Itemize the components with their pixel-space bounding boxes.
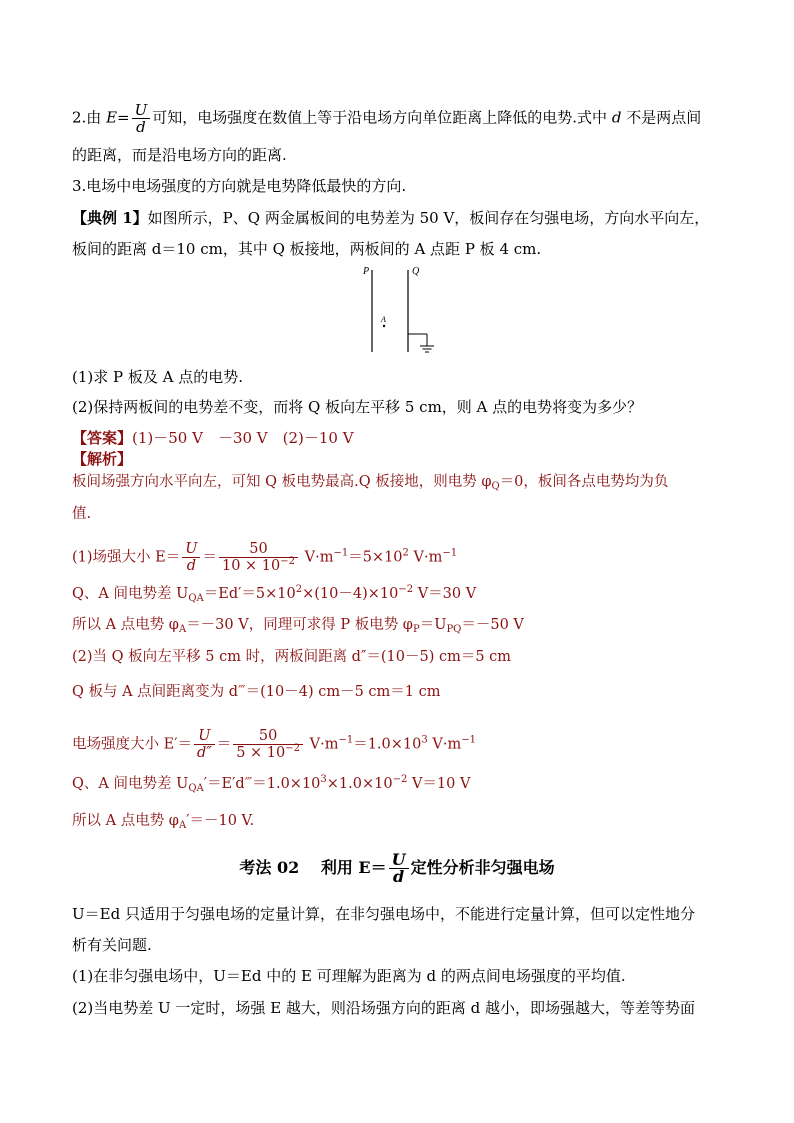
a10-text-a: 所以 A 点电势 φ: [72, 813, 179, 829]
a3-den-1: d: [182, 557, 200, 574]
a8-den-1: d″: [194, 744, 215, 761]
analysis-tag: 【解析】: [72, 450, 133, 468]
a8-text-a: 电场强度大小 E′＝: [72, 736, 192, 753]
a8-text-d: V·m: [427, 736, 462, 753]
paragraph-3: 3.电场中电场强度的方向就是电势降低最快的方向.: [72, 177, 407, 195]
a9-sup-2: −2: [392, 774, 408, 785]
a3-num-1: U: [185, 541, 198, 557]
a8-sup-2: 3: [421, 734, 428, 746]
a3-text-b: V·m: [300, 549, 334, 566]
a8-den-2: [233, 744, 303, 761]
a8-frac-1: [194, 728, 215, 761]
a9-mark: ‴: [244, 776, 253, 792]
a3-den-2-sup: −2: [280, 556, 295, 567]
body-line-2: 析有关问题.: [72, 936, 152, 954]
label-a: A: [381, 315, 386, 324]
analysis-line-7: [72, 682, 441, 702]
a3-den-2-text: 10 × 10: [221, 558, 281, 574]
a8-frac-2: [233, 728, 303, 761]
body-line-1: U＝Ed 只适用于匀强电场的定量计算，在非匀强电场中，不能进行定量计算，但可以定性地分: [72, 905, 695, 923]
a9-text-d: ×1.0×10: [326, 776, 393, 792]
a8-sup-1: −1: [338, 734, 354, 746]
a3-text-c: ＝5×10: [348, 549, 403, 566]
a5-text-c: ＝U: [419, 617, 447, 633]
a5-sub-1: A: [178, 624, 187, 635]
a7-mark: ‴: [238, 684, 246, 700]
a8-num-2: 50: [258, 728, 278, 744]
p2-frac-num: U: [134, 101, 148, 119]
a7-text-a: Q 板与 A 点间距离变为 d: [72, 684, 239, 700]
a4-text-a: Q、A 间电势差 U: [72, 586, 189, 602]
p2-var-e: E: [106, 108, 118, 127]
a9-text-e: V＝10 V: [407, 776, 471, 792]
example-line-1: [72, 208, 709, 228]
a5-sub-3: PQ: [446, 624, 462, 635]
point-a: [383, 325, 385, 327]
p2-tail-2: 不是两点间: [621, 108, 702, 127]
a9-text-c: ＝1.0×10: [252, 776, 321, 792]
label-p: P: [363, 266, 370, 277]
example-text-1: 如图所示，P、Q 两金属板间的电势差为 50 V，板间存在匀强电场，方向水平向左，: [147, 209, 710, 227]
example-line-2: 板间的距离 d＝10 cm，其中 Q 板接地，两板间的 A 点距 P 板 4 cm.: [72, 240, 542, 258]
a4-sup-1: 2: [295, 584, 303, 595]
paragraph-2-line-2: 的距离，而是沿电场方向的距离.: [72, 146, 287, 164]
a3-text-d: V·m: [408, 549, 443, 566]
p2-var-d: d: [611, 108, 622, 127]
paragraph-2-line-1: [72, 102, 701, 135]
a9-text-a: Q、A 间电势差 U: [72, 776, 189, 792]
a5-text-a: 所以 A 点电势 φ: [72, 617, 179, 633]
analysis-line-4: [72, 584, 476, 604]
a8-den-2-text: 5 × 10: [236, 745, 286, 761]
a4-sub: QA: [188, 593, 204, 604]
a3-sup-1: −1: [333, 547, 349, 559]
a8-eq: ＝: [216, 736, 232, 753]
a1-text-a: 板间场强方向水平向左，可知 Q 板电势最高.Q 板接地，则电势 φ: [72, 474, 492, 490]
question-1: (1)求 P 板及 A 点的电势.: [72, 368, 244, 386]
a8-text-c: ＝1.0×10: [353, 736, 422, 753]
a3-frac-2: [219, 541, 298, 574]
analysis-line-6: (2)当 Q 板向左平移 5 cm 时，两板间距离 d″＝(10－5) cm＝5 cm: [72, 649, 512, 665]
answer-line: [72, 428, 354, 448]
p2-frac-den: d: [132, 118, 151, 135]
body-line-3: (1)在非匀强电场中，U＝Ed 中的 E 可理解为距离为 d 的两点间电场强度的平均值.: [72, 967, 626, 985]
analysis-line-10: [72, 811, 254, 831]
a4-text-d: V＝30 V: [413, 586, 477, 602]
a3-sup-3: −1: [442, 547, 458, 559]
a9-text-b: ′＝E′d: [203, 776, 245, 792]
label-q: Q: [412, 266, 420, 277]
plates-figure: [355, 262, 445, 362]
analysis-line-9: [72, 774, 470, 794]
p2-prefix: 2.由: [72, 108, 107, 127]
a3-sup-2: 2: [402, 547, 409, 559]
a8-num-1: U: [198, 728, 211, 744]
plates-diagram: [355, 262, 445, 362]
a4-text-c: ×(10－4)×10: [302, 586, 399, 602]
a3-den-2: [219, 557, 298, 574]
answer-tag: 【答案】: [72, 429, 133, 447]
a4-sup-2: −2: [398, 584, 414, 595]
a4-text-b: ＝Ed′＝5×10: [203, 586, 296, 602]
a3-num-2: 50: [249, 541, 268, 557]
heading-num: U: [391, 850, 406, 869]
a8-sup-3: −1: [461, 734, 476, 746]
a1-sub: Q: [491, 481, 500, 492]
analysis-line-2: 值.: [72, 506, 92, 522]
a10-sub: A: [178, 820, 187, 831]
question-2: (2)保持两板间的电势差不变，而将 Q 板向左平移 5 cm，则 A 点的电势将变为多少？: [72, 398, 643, 416]
a10-text-b: ′＝－10 V.: [186, 813, 255, 829]
a9-sup-1: 3: [320, 774, 327, 785]
a1-text-b: ＝0，板间各点电势均为负: [499, 474, 669, 490]
p2-tail-1: 可知，电场强度在数值上等于沿电场方向单位距离上降低的电势.式中: [152, 108, 612, 127]
heading-fraction: [389, 852, 409, 885]
a9-sub: QA: [188, 783, 204, 794]
section-heading: [0, 852, 794, 885]
a8-den-2-sup: −2: [285, 743, 300, 754]
example-tag: 【典例 1】: [72, 209, 148, 227]
a5-text-d: ＝－50 V: [461, 617, 524, 633]
analysis-line-1: [72, 472, 668, 492]
analysis-line-3: [72, 541, 457, 574]
a3-eq: ＝: [202, 549, 217, 566]
answer-text: (1)－50 V －30 V (2)－10 V: [132, 429, 354, 447]
heading-text-a: 考法 02 利用 E＝: [239, 858, 387, 877]
body-line-4: (2)当电势差 U 一定时，场强 E 越大，则沿场强方向的距离 d 越小，即场强越大，等差等势面: [72, 999, 696, 1017]
a5-sub-2: P: [412, 624, 420, 635]
a3-text-a: (1)场强大小 E＝: [72, 549, 181, 566]
analysis-line-8: [72, 728, 476, 761]
p2-eq: =: [117, 108, 130, 127]
heading-text-b: 定性分析非匀强电场: [410, 858, 555, 877]
a3-frac-1: [182, 541, 200, 574]
a8-text-b: V·m: [305, 736, 339, 753]
a5-text-b: ＝－30 V，同理可求得 P 板电势 φ: [186, 617, 413, 633]
p2-fraction: [132, 102, 151, 135]
heading-den: d: [389, 868, 409, 885]
analysis-line-5: [72, 615, 524, 635]
a7-text-b: ＝(10－4) cm－5 cm＝1 cm: [245, 684, 441, 700]
